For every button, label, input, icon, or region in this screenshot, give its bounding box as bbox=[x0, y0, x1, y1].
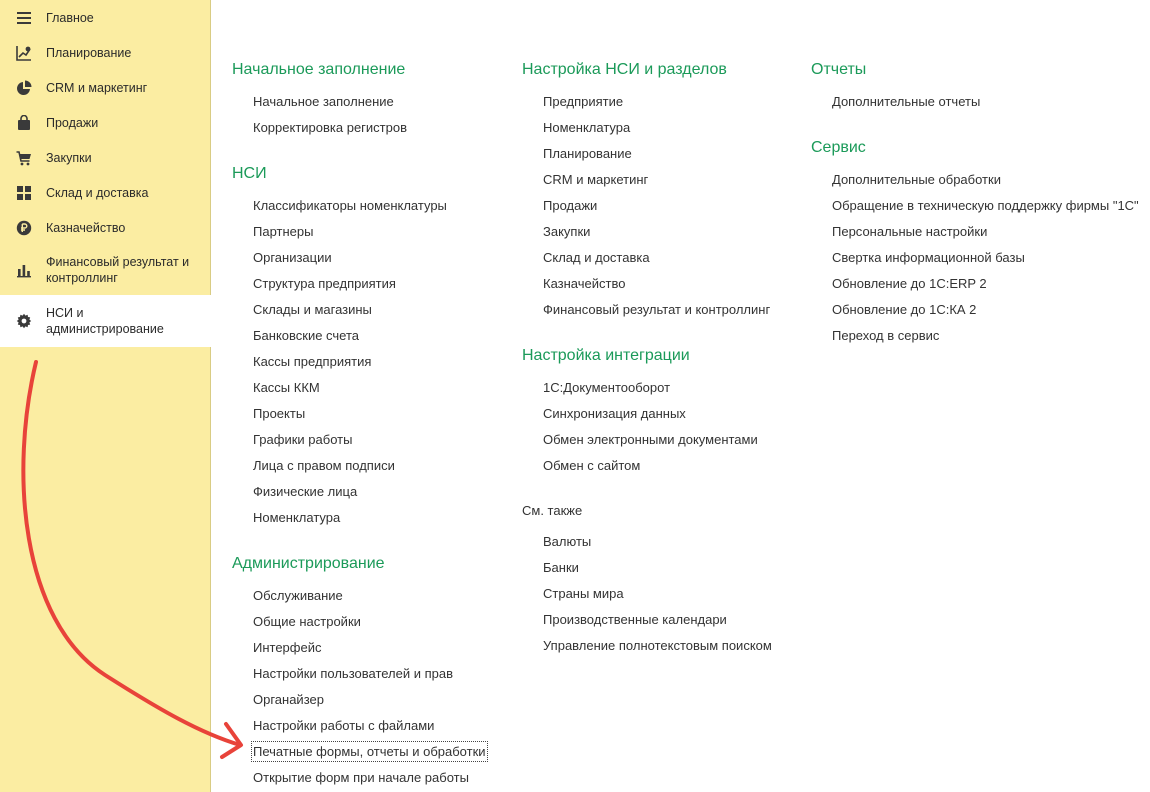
see-also-label: См. также bbox=[522, 503, 583, 518]
link-settings-treasury[interactable]: Казначейство bbox=[543, 276, 626, 291]
sidebar-item-label: Склад и доставка bbox=[46, 185, 149, 200]
sidebar-item-label: Финансовый результат и контроллинг bbox=[46, 255, 190, 285]
link-settings-crm[interactable]: CRM и маркетинг bbox=[543, 172, 649, 187]
link-initial-fill[interactable]: Начальное заполнение bbox=[253, 94, 394, 109]
link-enterprise-structure[interactable]: Структура предприятия bbox=[253, 276, 396, 291]
gear-icon bbox=[16, 313, 32, 329]
link-item-classifiers[interactable]: Классификаторы номенклатуры bbox=[253, 198, 447, 213]
link-move-to-service[interactable]: Переход в сервис bbox=[832, 328, 940, 343]
section-title-service: Сервис bbox=[811, 139, 866, 156]
link-site-exchange[interactable]: Обмен с сайтом bbox=[543, 458, 641, 473]
link-enterprise[interactable]: Предприятие bbox=[543, 94, 624, 109]
link-organizer[interactable]: Органайзер bbox=[253, 692, 324, 707]
link-update-erp[interactable]: Обновление до 1С:ERP 2 bbox=[832, 276, 987, 291]
link-currencies[interactable]: Валюты bbox=[543, 534, 592, 549]
link-projects[interactable]: Проекты bbox=[253, 406, 306, 421]
sidebar-item-nsi-admin[interactable] bbox=[0, 295, 211, 347]
shopping-cart-icon bbox=[16, 150, 32, 166]
link-work-schedules[interactable]: Графики работы bbox=[253, 432, 353, 447]
sidebar-item-label: НСИ и администрирование bbox=[46, 306, 164, 336]
link-signatories[interactable]: Лица с правом подписи bbox=[253, 458, 395, 473]
sidebar-item-label: Продажи bbox=[46, 115, 99, 130]
link-additional-reports[interactable]: Дополнительные отчеты bbox=[832, 94, 981, 109]
sidebar-item-finance[interactable] bbox=[0, 245, 210, 295]
link-nomenclature[interactable]: Номенклатура bbox=[253, 510, 341, 525]
warehouse-grid-icon bbox=[16, 185, 32, 201]
link-settings-nomenclature[interactable]: Номенклатура bbox=[543, 120, 631, 135]
menu-icon bbox=[16, 10, 32, 26]
sidebar-item-crm[interactable] bbox=[0, 70, 210, 105]
link-production-calendars[interactable]: Производственные календари bbox=[543, 612, 727, 627]
link-countries[interactable]: Страны мира bbox=[543, 586, 624, 601]
link-tech-support[interactable]: Обращение в техническую поддержку фирмы "1С" bbox=[832, 198, 1139, 213]
link-cash-desks[interactable]: Кассы предприятия bbox=[253, 354, 372, 369]
sidebar-item-label: Закупки bbox=[46, 150, 92, 165]
shopping-bag-icon bbox=[16, 115, 32, 131]
sidebar bbox=[0, 0, 211, 792]
link-banks[interactable]: Банки bbox=[543, 560, 579, 575]
link-edi-exchange[interactable]: Обмен электронными документами bbox=[543, 432, 758, 447]
link-db-compaction[interactable]: Свертка информационной базы bbox=[832, 250, 1025, 265]
section-title-integration: Настройка интеграции bbox=[522, 347, 690, 364]
link-settings-purchases[interactable]: Закупки bbox=[543, 224, 591, 239]
link-kkm-cash-desks[interactable]: Кассы ККМ bbox=[253, 380, 320, 395]
sidebar-item-warehouse[interactable] bbox=[0, 175, 210, 210]
link-update-ka[interactable]: Обновление до 1С:КА 2 bbox=[832, 302, 977, 317]
link-bank-accounts[interactable]: Банковские счета bbox=[253, 328, 360, 343]
link-user-rights-settings[interactable]: Настройки пользователей и прав bbox=[253, 666, 454, 681]
sidebar-item-label: Главное bbox=[46, 10, 94, 25]
link-general-settings[interactable]: Общие настройки bbox=[253, 614, 361, 629]
link-fulltext-search[interactable]: Управление полнотекстовым поиском bbox=[543, 638, 772, 653]
sidebar-item-treasury[interactable] bbox=[0, 210, 210, 245]
link-organizations[interactable]: Организации bbox=[253, 250, 332, 265]
link-settings-sales[interactable]: Продажи bbox=[543, 198, 598, 213]
link-print-forms-reports[interactable]: Печатные формы, отчеты и обработки bbox=[253, 744, 486, 759]
sidebar-item-label: Планирование bbox=[46, 45, 132, 60]
section-title-administration: Администрирование bbox=[232, 555, 385, 572]
ruble-coin-icon bbox=[16, 220, 32, 236]
sidebar-item-planning[interactable] bbox=[0, 35, 210, 70]
link-document-flow[interactable]: 1С:Документооборот bbox=[543, 380, 671, 395]
sidebar-item-sales[interactable] bbox=[0, 105, 210, 140]
link-settings-finance[interactable]: Финансовый результат и контроллинг bbox=[543, 302, 771, 317]
link-settings-planning[interactable]: Планирование bbox=[543, 146, 632, 161]
link-forms-on-start[interactable]: Открытие форм при начале работы bbox=[253, 770, 469, 785]
planning-chart-icon bbox=[16, 45, 32, 61]
link-interface[interactable]: Интерфейс bbox=[253, 640, 322, 655]
link-individuals[interactable]: Физические лица bbox=[253, 484, 358, 499]
section-title-initial-fill: Начальное заполнение bbox=[232, 61, 406, 78]
sidebar-item-label: CRM и маркетинг bbox=[46, 80, 148, 95]
link-register-correction[interactable]: Корректировка регистров bbox=[253, 120, 408, 135]
link-settings-warehouse[interactable]: Склад и доставка bbox=[543, 250, 650, 265]
sidebar-item-purchases[interactable] bbox=[0, 140, 210, 175]
section-title-nsi-settings: Настройка НСИ и разделов bbox=[522, 61, 727, 78]
link-partners[interactable]: Партнеры bbox=[253, 224, 314, 239]
section-title-reports: Отчеты bbox=[811, 61, 867, 78]
pie-chart-icon bbox=[16, 80, 32, 96]
link-warehouses-stores[interactable]: Склады и магазины bbox=[253, 302, 372, 317]
link-maintenance[interactable]: Обслуживание bbox=[253, 588, 343, 603]
bar-chart-icon bbox=[16, 262, 32, 278]
sidebar-item-main[interactable] bbox=[0, 0, 210, 35]
sidebar-item-label: Казначейство bbox=[46, 220, 126, 235]
section-title-nsi: НСИ bbox=[232, 165, 267, 182]
link-additional-processing[interactable]: Дополнительные обработки bbox=[832, 172, 1001, 187]
link-personal-settings[interactable]: Персональные настройки bbox=[832, 224, 988, 239]
link-data-sync[interactable]: Синхронизация данных bbox=[543, 406, 686, 421]
link-file-settings[interactable]: Настройки работы с файлами bbox=[253, 718, 435, 733]
